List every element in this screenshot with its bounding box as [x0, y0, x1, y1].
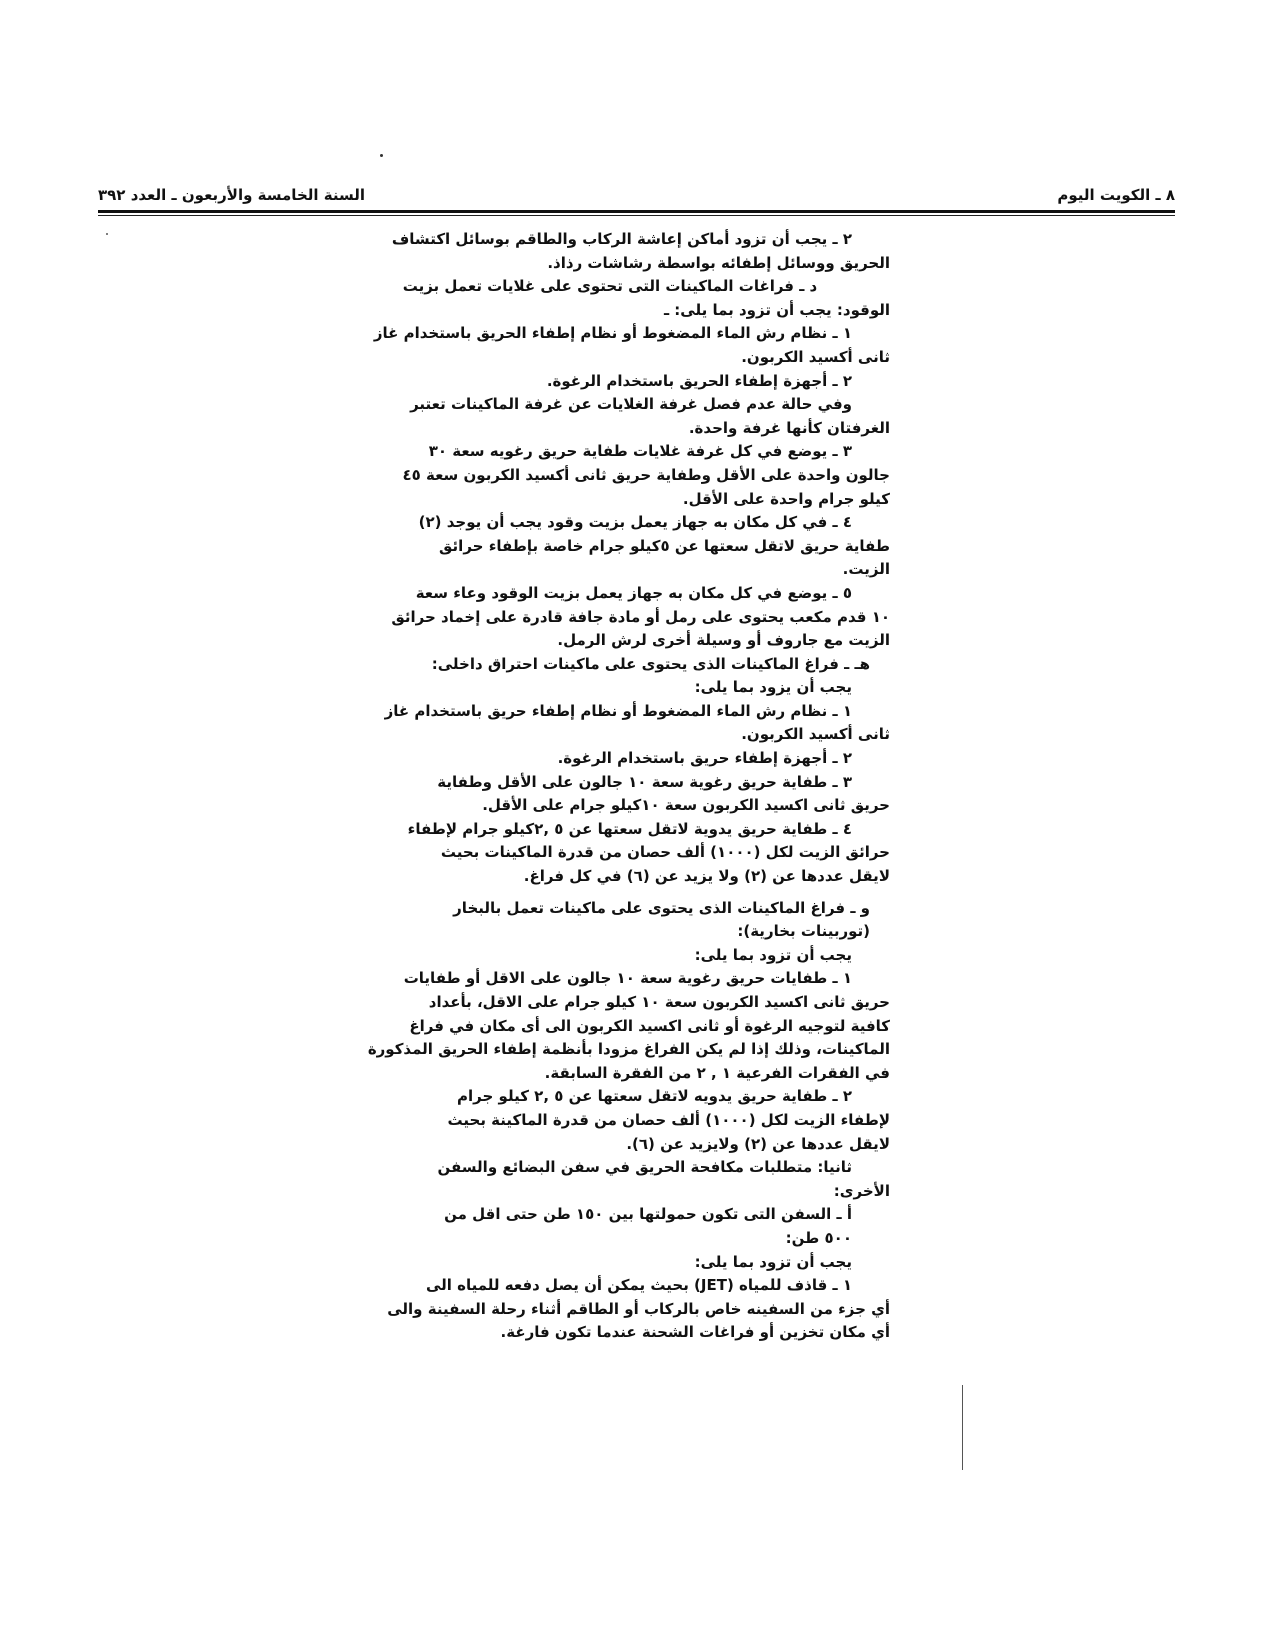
- section-heading: و ـ فراغ الماكينات الذى يحتوى على ماكينات تعمل بالبخار: [453, 898, 870, 917]
- text-line: ١ ـ طفايات حريق رغوية سعة ١٠ جالون على الاقل أو طفايات: [403, 969, 852, 988]
- text-column: [330, 228, 890, 1345]
- text-line: الزيت مع جاروف أو وسيلة أخرى لرش الرمل.: [557, 631, 890, 650]
- text-line: كيلو جرام واحدة على الأقل.: [682, 489, 890, 508]
- section-heading: الوقود: يجب أن تزود بما يلى: ـ: [663, 300, 890, 319]
- text-line: الماكينات، وذلك إذا لم يكن الفراغ مزودا بأنظمة إطفاء الحريق المذكورة: [367, 1040, 890, 1059]
- text-line: ١ ـ نظام رش الماء المضغوط أو نظام إطفاء حريق باستخدام غاز: [384, 701, 852, 720]
- text-line: أي مكان تخزين أو فراغات الشحنة عندما تكون فارغة.: [500, 1323, 890, 1342]
- text-line: أ ـ السفن التى تكون حمولتها بين ١٥٠ طن حتى اقل من: [444, 1205, 852, 1224]
- text-line: ٥٠٠ طن:: [785, 1228, 852, 1247]
- text-line: ٣ ـ يوضع في كل غرفة غلايات طفاية حريق رغويه سعة ٣٠: [428, 442, 852, 461]
- text-line: لإطفاء الزيت لكل (١٠٠٠) ألف حصان من قدرة الماكينة بحيث: [447, 1110, 890, 1129]
- text-line: ٥ ـ يوضع في كل مكان به جهاز يعمل بزيت الوقود وعاء سعة: [415, 583, 852, 602]
- text-line: لايقل عددها عن (٢) ولا يزيد عن (٦) في كل فراغ.: [523, 867, 890, 886]
- text-line: الغرفتان كأنها غرفة واحدة.: [688, 418, 890, 437]
- text-line: ٢ ـ أجهزة إطفاء الحريق باستخدام الرغوة.: [546, 371, 852, 390]
- section-heading: ثانيا: متطلبات مكافحة الحريق في سفن البضائع والسفن: [437, 1158, 852, 1177]
- text-line: ١٠ قدم مكعب يحتوى على رمل أو مادة جافة قادرة على إخماد حرائق: [391, 607, 890, 626]
- text-line: جالون واحدة على الأقل وطفاية حريق ثانى أكسيد الكربون سعة ٤٥: [402, 465, 890, 484]
- text-line: الزيت.: [842, 560, 890, 579]
- header-rule-thin: [98, 215, 1175, 216]
- text-line: يجب أن يزود بما يلى:: [694, 678, 852, 697]
- text-line: ٤ ـ في كل مكان به جهاز يعمل بزيت وقود يجب أن يوجد (٢): [418, 513, 852, 532]
- text-line: حريق ثانى اكسيد الكربون سعة ١٠كيلو جرام على الأقل.: [482, 796, 890, 815]
- text-line: أي جزء من السفينه خاص بالركاب أو الطاقم أثناء رحلة السفينة والى: [387, 1299, 890, 1318]
- section-heading: هـ ـ فراغ الماكينات الذى يحتوى على ماكينات احتراق داخلى:: [431, 654, 870, 673]
- text-line: الحريق ووسائل إطفائه بواسطة رشاشات رذاذ.: [547, 253, 890, 272]
- text-line: ٢ ـ أجهزة إطفاء حريق باستخدام الرغوة.: [557, 749, 852, 768]
- header-issue-info: السنة الخامسة والأربعون ـ العدد ٣٩٢: [98, 186, 366, 204]
- text-line: وفي حالة عدم فصل غرفة الغلايات عن غرفة الماكينات تعتبر: [410, 395, 852, 414]
- page-header: [98, 186, 1175, 210]
- text-line: يجب أن تزود بما يلى:: [694, 945, 852, 964]
- scan-speck: [380, 154, 383, 157]
- text-line: ٤ ـ طفاية حريق يدوية لاتقل سعتها عن ٥ ,٢كيلو جرام لإطفاء: [407, 819, 852, 838]
- section-heading: د ـ فراغات الماكينات التى تحتوى على غلايات تعمل بزيت: [402, 277, 818, 296]
- text-line: ١ ـ نظام رش الماء المضغوط أو نظام إطفاء الحريق باستخدام غاز: [373, 324, 852, 343]
- text-line: ٣ ـ طفاية حريق رغوية سعة ١٠ جالون على الأقل وطفاية: [437, 772, 852, 791]
- text-line: في الفقرات الفرعية ١ , ٢ من الفقرة السابقة.: [544, 1063, 890, 1082]
- scan-speck: [106, 233, 108, 235]
- text-line: ٢ ـ طفاية حريق يدويه لاتقل سعتها عن ٥ ,٢ كيلو جرام: [457, 1087, 852, 1106]
- section-heading: الأخرى:: [833, 1181, 890, 1200]
- text-line: ثانى أكسيد الكربون.: [741, 347, 890, 366]
- text-line: ٢ ـ يجب أن تزود أماكن إعاشة الركاب والطاقم بوسائل اكتشاف: [391, 230, 852, 248]
- text-line: حرائق الزيت لكل (١٠٠٠) ألف حصان من قدرة الماكينات بحيث: [440, 843, 890, 862]
- text-line: لايقل عددها عن (٢) ولايزيد عن (٦).: [626, 1134, 890, 1153]
- text-line: كافية لتوجيه الرغوة أو ثانى اكسيد الكربون الى أى مكان في فراغ: [409, 1016, 890, 1035]
- text-line: يجب أن تزود بما يلى:: [694, 1252, 852, 1271]
- text-line: طفاية حريق لاتقل سعتها عن ٥كيلو جرام خاصة بإطفاء حرائق: [439, 536, 890, 555]
- text-line: ١ ـ قاذف للمياه (JET) بحيث يمكن أن يصل دفعه للمياه الى: [425, 1276, 852, 1295]
- header-rule: [98, 210, 1175, 213]
- text-line: حريق ثانى اكسيد الكربون سعة ١٠ كيلو جرام على الاقل، بأعداد: [428, 993, 890, 1011]
- scan-margin-line: [962, 1385, 963, 1470]
- header-page-title: ٨ ـ الكويت اليوم: [1057, 186, 1175, 204]
- text-line: ثانى أكسيد الكربون.: [741, 725, 890, 744]
- section-heading: (توربينات بخارية):: [737, 922, 870, 941]
